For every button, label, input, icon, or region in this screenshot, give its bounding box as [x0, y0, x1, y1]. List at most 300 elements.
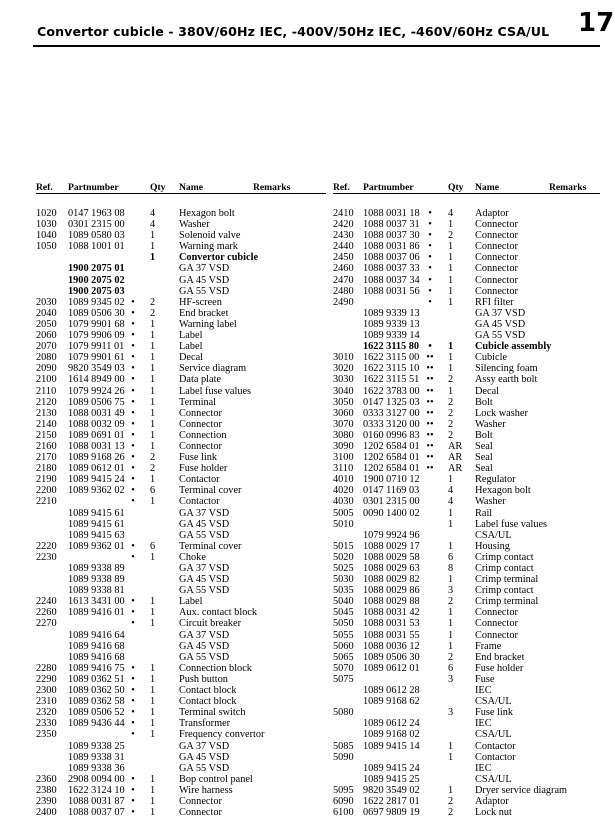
qty-cell: 1: [448, 574, 454, 586]
mark-cell: •: [131, 363, 135, 375]
ref-cell: 3020: [333, 363, 354, 375]
name-cell: CSA/UL: [475, 773, 512, 785]
partnumber-cell: 1089 9362 01: [68, 540, 125, 552]
partnumber-cell: 1088 0031 49: [68, 407, 125, 419]
partnumber-cell: 1079 9924 26: [68, 385, 125, 397]
parts-row: [36, 275, 326, 286]
name-cell: Connector: [475, 607, 518, 619]
name-cell: Connector: [475, 618, 518, 630]
partnumber-cell: 1089 9338 25: [68, 740, 125, 752]
partnumber-cell: 1089 0506 30: [363, 651, 420, 663]
name-cell: Connector: [179, 440, 222, 452]
ref-cell: 2030: [36, 296, 57, 308]
mark-cell: ••: [426, 418, 434, 430]
qty-cell: 1: [150, 551, 156, 563]
name-cell: GA 37 VSD: [179, 563, 230, 574]
partnumber-cell: 1089 9362 02: [68, 485, 125, 497]
name-cell: Contactor: [475, 740, 516, 752]
parts-row: [333, 363, 600, 374]
qty-cell: AR: [448, 452, 463, 464]
mark-cell: •: [428, 230, 432, 242]
mark-cell: •: [131, 440, 135, 452]
qty-cell: 1: [448, 474, 454, 486]
parts-row: [36, 774, 326, 785]
name-cell: GA 45 VSD: [179, 274, 230, 286]
partnumber-cell: 0333 3127 00: [363, 407, 420, 419]
name-cell: Fuse holder: [179, 463, 228, 475]
qty-cell: 3: [448, 673, 454, 685]
name-cell: Push button: [179, 673, 228, 685]
parts-row: [333, 485, 600, 496]
qty-cell: 1: [448, 296, 454, 308]
ref-cell: 2180: [36, 463, 57, 475]
name-cell: Connector: [179, 407, 222, 419]
parts-row: [333, 319, 600, 330]
qty-cell: 1: [150, 318, 156, 330]
partnumber-cell: 1079 9901 68: [68, 318, 125, 330]
parts-row: [36, 607, 326, 618]
qty-cell: 2: [150, 452, 156, 464]
ref-cell: 2350: [36, 729, 57, 741]
partnumber-cell: 1088 0031 42: [363, 607, 420, 619]
mark-cell: •: [428, 285, 432, 297]
ref-cell: 3090: [333, 440, 354, 452]
qty-cell: 1: [150, 374, 156, 386]
mark-cell: •: [131, 396, 135, 408]
parts-row: [333, 574, 600, 585]
parts-row: [36, 785, 326, 796]
parts-row: [36, 263, 326, 274]
ref-cell: 2400: [36, 807, 57, 819]
name-cell: GA 55 VSD: [179, 529, 230, 541]
ref-cell: 5005: [333, 507, 354, 519]
mark-cell: ••: [426, 352, 434, 364]
parts-row: [36, 430, 326, 441]
name-cell: Lock washer: [475, 407, 528, 419]
parts-row: [36, 408, 326, 419]
ref-cell: 2070: [36, 341, 57, 353]
ref-cell: 2190: [36, 474, 57, 486]
mark-cell: •: [131, 540, 135, 552]
parts-row: [36, 574, 326, 585]
ref-cell: 4020: [333, 485, 354, 497]
partnumber-cell: 0147 1325 03: [363, 396, 420, 408]
qty-cell: 1: [150, 341, 156, 353]
parts-row: [36, 352, 326, 363]
parts-row: [333, 496, 600, 507]
qty-cell: AR: [448, 463, 463, 475]
ref-cell: 5050: [333, 618, 354, 630]
column-header-name: Name: [475, 182, 499, 193]
partnumber-cell: 1088 0032 09: [68, 418, 125, 430]
mark-cell: ••: [426, 407, 434, 419]
mark-cell: •: [428, 274, 432, 286]
ref-cell: 2130: [36, 407, 57, 419]
qty-cell: 1: [150, 718, 156, 730]
partnumber-cell: 0160 0996 83: [363, 429, 420, 441]
name-cell: Cubicle assembly: [475, 341, 552, 353]
parts-row: [333, 563, 600, 574]
ref-cell: 6100: [333, 807, 354, 819]
header-rule: [33, 45, 600, 47]
name-cell: Connection block: [179, 662, 252, 674]
qty-cell: 1: [448, 518, 454, 530]
qty-cell: 1: [150, 418, 156, 430]
name-cell: Terminal cover: [179, 540, 242, 552]
mark-cell: •: [131, 374, 135, 386]
partnumber-cell: 1089 9416 68: [68, 640, 125, 652]
partnumber-cell: 1089 9416 75: [68, 662, 125, 674]
mark-cell: •: [131, 385, 135, 397]
parts-column-left: [36, 182, 326, 818]
partnumber-cell: 1088 0029 58: [363, 551, 420, 563]
qty-cell: 1: [448, 252, 454, 264]
qty-cell: 1: [150, 396, 156, 408]
qty-cell: 1: [448, 540, 454, 552]
parts-row: [333, 341, 600, 352]
ref-cell: 2060: [36, 330, 57, 342]
partnumber-cell: 1089 9338 89: [68, 563, 125, 574]
parts-row: [36, 330, 326, 341]
parts-row: [36, 541, 326, 552]
parts-row: [36, 230, 326, 241]
qty-cell: 1: [150, 685, 156, 697]
mark-cell: ••: [426, 452, 434, 464]
qty-cell: 2: [448, 230, 454, 242]
parts-row: [36, 508, 326, 519]
partnumber-cell: 0333 3120 00: [363, 418, 420, 430]
ref-cell: 2300: [36, 685, 57, 697]
ref-cell: 5095: [333, 784, 354, 796]
qty-cell: 8: [448, 563, 454, 574]
name-cell: Hexagon bolt: [179, 208, 235, 219]
partnumber-cell: 1088 0037 30: [363, 230, 420, 242]
parts-row: [333, 374, 600, 385]
parts-row: [36, 419, 326, 430]
partnumber-cell: 1089 9339 13: [363, 318, 420, 330]
name-cell: GA 37 VSD: [179, 740, 230, 752]
column-header-qty: Qty: [448, 182, 464, 193]
mark-cell: •: [428, 208, 432, 219]
name-cell: Connection: [179, 429, 227, 441]
name-cell: Label fuse values: [475, 518, 548, 530]
mark-cell: •: [131, 307, 135, 319]
partnumber-cell: 1088 1001 01: [68, 241, 125, 253]
qty-cell: 2: [150, 463, 156, 475]
parts-row: [36, 741, 326, 752]
partnumber-cell: 9820 3549 02: [363, 784, 420, 796]
ref-cell: 2360: [36, 773, 57, 785]
partnumber-cell: 1088 0031 13: [68, 440, 125, 452]
ref-cell: 1030: [36, 219, 57, 231]
name-cell: Bop control panel: [179, 773, 253, 785]
name-cell: Warning mark: [179, 241, 238, 253]
partnumber-cell: 1088 0037 34: [363, 274, 420, 286]
parts-row: [333, 330, 600, 341]
ref-cell: 5060: [333, 640, 354, 652]
qty-cell: 1: [448, 784, 454, 796]
parts-row: [333, 707, 600, 718]
parts-row: [36, 663, 326, 674]
parts-row: [333, 441, 600, 452]
partnumber-cell: 1088 0036 12: [363, 640, 420, 652]
name-cell: CSA/UL: [475, 696, 512, 708]
parts-row: [36, 652, 326, 663]
parts-row: [333, 408, 600, 419]
partnumber-cell: 1089 0362 50: [68, 685, 125, 697]
name-cell: Data plate: [179, 374, 222, 386]
name-cell: Connector: [475, 285, 518, 297]
partnumber-cell: 0147 1963 08: [68, 208, 125, 219]
name-cell: Label: [179, 341, 203, 353]
parts-row: [36, 286, 326, 297]
name-cell: End bracket: [475, 651, 525, 663]
qty-cell: 1: [150, 429, 156, 441]
partnumber-cell: 1089 9436 44: [68, 718, 125, 730]
mark-cell: ••: [426, 463, 434, 475]
parts-row: [333, 807, 600, 818]
qty-cell: 3: [448, 707, 454, 719]
name-cell: Rail: [475, 507, 493, 519]
ref-cell: 5045: [333, 607, 354, 619]
qty-cell: 4: [448, 208, 454, 219]
ref-cell: 3070: [333, 418, 354, 430]
name-cell: Silencing foam: [475, 363, 538, 375]
name-cell: Regulator: [475, 474, 516, 486]
parts-row: [333, 474, 600, 485]
name-cell: GA 55 VSD: [179, 762, 230, 774]
column-header-ref: Ref.: [36, 182, 53, 193]
mark-cell: ••: [426, 363, 434, 375]
column-header-remarks: Remarks: [253, 182, 291, 193]
name-cell: IEC: [475, 718, 492, 730]
partnumber-cell: 0301 2315 00: [363, 496, 420, 508]
ref-cell: 3060: [333, 407, 354, 419]
partnumber-cell: 1202 6584 01: [363, 440, 420, 452]
partnumber-cell: 1089 0691 01: [68, 429, 125, 441]
mark-cell: •: [131, 407, 135, 419]
ref-cell: 2480: [333, 285, 354, 297]
ref-cell: 2050: [36, 318, 57, 330]
parts-row: [36, 796, 326, 807]
partnumber-cell: 1088 0031 87: [68, 795, 125, 807]
name-cell: Contact block: [179, 685, 237, 697]
parts-row: [333, 552, 600, 563]
parts-row: [333, 630, 600, 641]
parts-row: [36, 386, 326, 397]
name-cell: HF-screen: [179, 296, 222, 308]
parts-list-left: [36, 208, 326, 818]
name-cell: Cubicle: [475, 352, 508, 364]
ref-cell: 2260: [36, 607, 57, 619]
mark-cell: •: [428, 296, 432, 308]
name-cell: Crimp contact: [475, 585, 534, 597]
page-number: 17: [578, 8, 614, 38]
partnumber-cell: 1088 0031 56: [363, 285, 420, 297]
parts-row: [36, 397, 326, 408]
ref-cell: 2170: [36, 452, 57, 464]
parts-row: [36, 618, 326, 629]
name-cell: Circuit breaker: [179, 618, 242, 630]
parts-row: [333, 685, 600, 696]
mark-cell: •: [131, 318, 135, 330]
partnumber-cell: 1089 9338 36: [68, 762, 125, 774]
mark-cell: •: [131, 496, 135, 508]
ref-cell: 2410: [333, 208, 354, 219]
qty-cell: 1: [150, 673, 156, 685]
column-header-qty: Qty: [150, 182, 166, 193]
partnumber-cell: 1088 0029 88: [363, 596, 420, 608]
qty-cell: 1: [150, 496, 156, 508]
name-cell: Hexagon bolt: [475, 485, 531, 497]
parts-row: [333, 430, 600, 441]
name-cell: Decal: [179, 352, 204, 364]
ref-cell: 2210: [36, 496, 57, 508]
qty-cell: 2: [448, 429, 454, 441]
partnumber-cell: 0301 2315 00: [68, 219, 125, 231]
partnumber-cell: 1089 9338 81: [68, 585, 125, 597]
qty-cell: 1: [448, 618, 454, 630]
partnumber-cell: 1900 0710 12: [363, 474, 420, 486]
partnumber-cell: 1900 2075 03: [68, 285, 125, 297]
ref-cell: 2240: [36, 596, 57, 608]
mark-cell: •: [131, 485, 135, 497]
ref-cell: 4030: [333, 496, 354, 508]
name-cell: Decal: [475, 385, 500, 397]
mark-cell: •: [131, 296, 135, 308]
qty-cell: 1: [150, 330, 156, 342]
mark-cell: •: [131, 784, 135, 796]
ref-cell: 3080: [333, 429, 354, 441]
partnumber-cell: 1089 0612 01: [363, 662, 420, 674]
column-header-remarks: Remarks: [549, 182, 587, 193]
parts-row: [333, 729, 600, 740]
ref-cell: 5020: [333, 551, 354, 563]
partnumber-cell: 1089 9415 14: [363, 740, 420, 752]
name-cell: Frequency convertor: [179, 729, 265, 741]
parts-row: [333, 230, 600, 241]
ref-cell: 6090: [333, 795, 354, 807]
partnumber-cell: 1089 9339 14: [363, 330, 420, 342]
name-cell: Connector: [475, 219, 518, 231]
qty-cell: 2: [448, 407, 454, 419]
parts-row: [333, 386, 600, 397]
partnumber-cell: 1089 0506 75: [68, 396, 125, 408]
name-cell: Crimp terminal: [475, 574, 539, 586]
name-cell: CSA/UL: [475, 529, 512, 541]
qty-cell: 1: [448, 629, 454, 641]
qty-cell: 2: [150, 307, 156, 319]
parts-row: [333, 397, 600, 408]
qty-cell: 1: [150, 596, 156, 608]
mark-cell: •: [131, 463, 135, 475]
parts-row: [36, 363, 326, 374]
mark-cell: ••: [426, 396, 434, 408]
mark-cell: •: [131, 707, 135, 719]
parts-row: [333, 796, 600, 807]
name-cell: Terminal switch: [179, 707, 246, 719]
ref-cell: 2140: [36, 418, 57, 430]
parts-row: [36, 807, 326, 818]
name-cell: IEC: [475, 762, 492, 774]
ref-cell: 2430: [333, 230, 354, 242]
mark-cell: •: [428, 252, 432, 264]
qty-cell: 1: [150, 807, 156, 819]
partnumber-cell: 1088 0031 18: [363, 208, 420, 219]
ref-cell: 2100: [36, 374, 57, 386]
parts-list-right: [333, 208, 600, 818]
ref-cell: 2160: [36, 440, 57, 452]
qty-cell: 2: [448, 795, 454, 807]
name-cell: Connector: [475, 274, 518, 286]
parts-row: [36, 585, 326, 596]
name-cell: Connector: [475, 629, 518, 641]
parts-row: [36, 474, 326, 485]
qty-cell: 1: [448, 219, 454, 231]
ref-cell: 5080: [333, 707, 354, 719]
name-cell: Label fuse values: [179, 385, 252, 397]
partnumber-cell: 1622 3115 10: [363, 363, 420, 375]
ref-cell: 3010: [333, 352, 354, 364]
partnumber-cell: 1088 0037 31: [363, 219, 420, 231]
mark-cell: •: [428, 341, 432, 353]
qty-cell: 1: [150, 707, 156, 719]
qty-cell: 1: [150, 230, 156, 242]
mark-cell: •: [131, 718, 135, 730]
parts-row: [333, 252, 600, 263]
qty-cell: 1: [448, 352, 454, 364]
partnumber-cell: 1088 0031 55: [363, 629, 420, 641]
column-header: [36, 182, 326, 194]
name-cell: Seal: [475, 452, 493, 464]
mark-cell: •: [131, 685, 135, 697]
name-cell: Connector: [475, 263, 518, 275]
ref-cell: 2470: [333, 274, 354, 286]
name-cell: Label: [179, 330, 203, 342]
parts-row: [36, 241, 326, 252]
partnumber-cell: 1089 9338 89: [68, 574, 125, 586]
partnumber-cell: 1088 0029 63: [363, 563, 420, 574]
ref-cell: 2150: [36, 429, 57, 441]
column-header: [333, 182, 600, 194]
name-cell: Crimp contact: [475, 563, 534, 574]
qty-cell: 1: [448, 241, 454, 253]
qty-cell: 6: [150, 485, 156, 497]
mark-cell: •: [131, 729, 135, 741]
parts-row: [36, 552, 326, 563]
parts-row: [333, 752, 600, 763]
partnumber-cell: 1089 9415 61: [68, 507, 125, 519]
ref-cell: 2420: [333, 219, 354, 231]
qty-cell: 1: [448, 751, 454, 763]
partnumber-cell: 1089 0580 03: [68, 230, 125, 242]
name-cell: Aux. contact block: [179, 607, 258, 619]
partnumber-cell: 1089 9416 64: [68, 629, 125, 641]
partnumber-cell: 1088 0031 86: [363, 241, 420, 253]
name-cell: Convertor cubicle: [179, 252, 259, 264]
qty-cell: 1: [448, 607, 454, 619]
parts-row: [333, 541, 600, 552]
name-cell: GA 45 VSD: [179, 518, 230, 530]
mark-cell: •: [131, 429, 135, 441]
name-cell: GA 37 VSD: [179, 263, 230, 275]
parts-row: [333, 663, 600, 674]
ref-cell: 2080: [36, 352, 57, 364]
parts-row: [333, 585, 600, 596]
name-cell: Contactor: [475, 751, 516, 763]
parts-row: [333, 674, 600, 685]
partnumber-cell: 1088 0029 86: [363, 585, 420, 597]
